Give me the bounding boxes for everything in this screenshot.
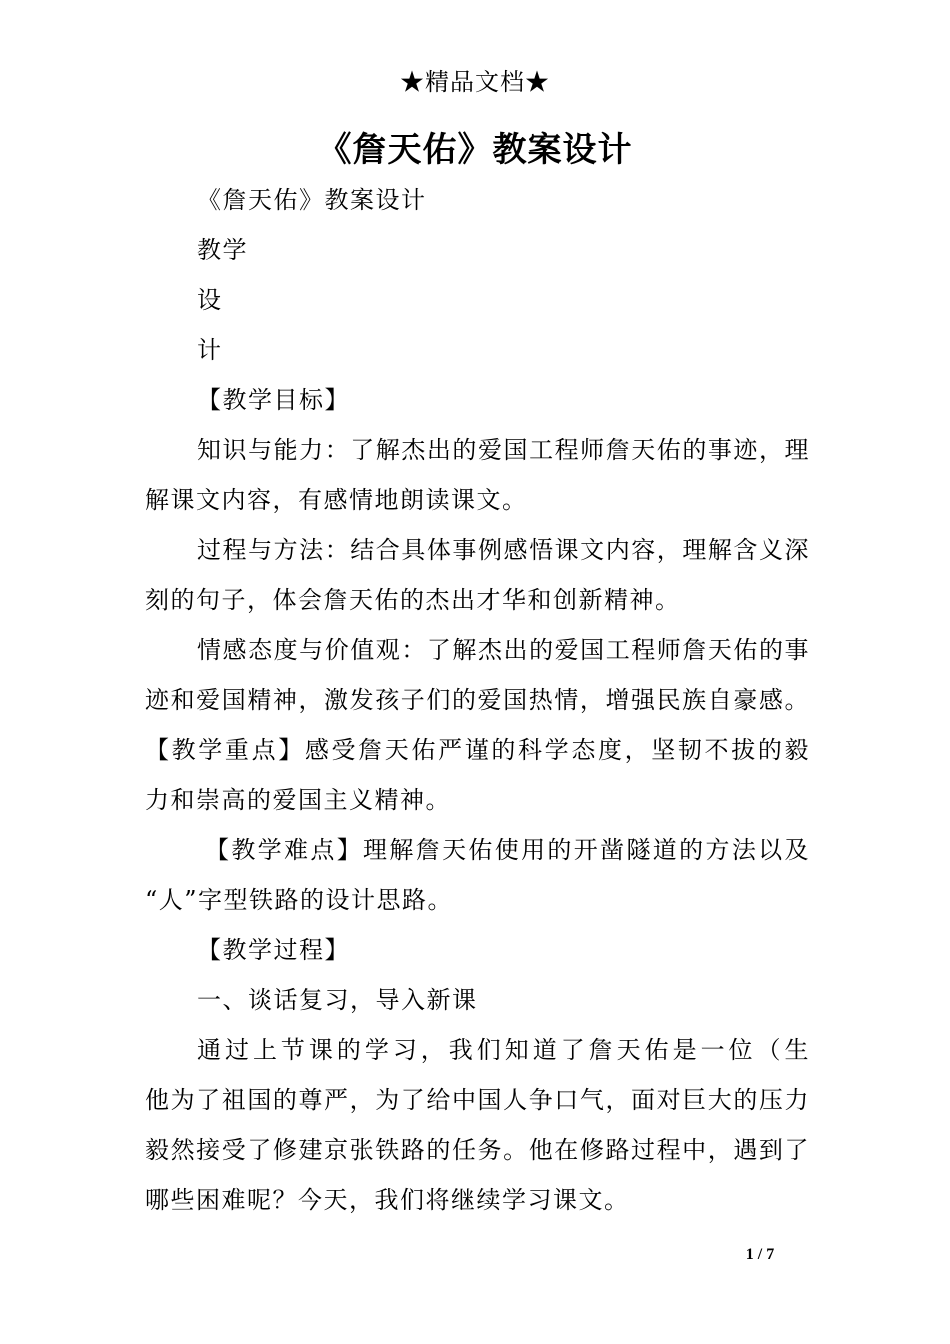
page-total: 7 [766, 1246, 775, 1263]
body-line: 迹和爱国精神，激发孩子们的爱国热情，增强民族自豪感。 [145, 686, 810, 714]
body-line: 教学 [197, 236, 248, 264]
subsection-heading: 一、谈话复习，导入新课 [197, 986, 478, 1014]
body-line: 知识与能力：了解杰出的爱国工程师詹天佑的事迹，理 [197, 436, 810, 464]
body-line: 设 [197, 286, 223, 314]
body-line: 【教学重点】感受詹天佑严谨的科学态度，坚韧不拔的毅 [145, 736, 810, 764]
page-header: ★精品文档★ [400, 68, 550, 96]
body-line: 通过上节课的学习，我们知道了詹天佑是一位（生 [197, 1036, 810, 1064]
body-line: 他为了祖国的尊严，为了给中国人争口气，面对巨大的压力 [145, 1086, 810, 1114]
body-line: 情感态度与价值观：了解杰出的爱国工程师詹天佑的事 [197, 636, 810, 664]
document-body [145, 175, 810, 1225]
body-line: “人”字型铁路的设计思路。 [145, 886, 454, 914]
page-separator: / [757, 1246, 763, 1263]
body-line: 【教学难点】理解詹天佑使用的开凿隧道的方法以及 [205, 836, 810, 864]
body-line: 过程与方法：结合具体事例感悟课文内容，理解含义深 [197, 536, 810, 564]
body-line: 计 [197, 336, 223, 364]
body-line: 哪些困难呢？今天，我们将继续学习课文。 [145, 1186, 630, 1214]
section-heading: 【教学目标】 [197, 386, 350, 414]
body-line: 刻的句子，体会詹天佑的杰出才华和创新精神。 [145, 586, 681, 614]
body-line: 力和崇高的爱国主义精神。 [145, 786, 451, 814]
page-number [720, 1246, 800, 1264]
document-title: 《詹天佑》教案设计 [317, 130, 633, 170]
body-line: 《詹天佑》教案设计 [197, 186, 427, 214]
body-line: 毅然接受了修建京张铁路的任务。他在修路过程中，遇到了 [145, 1136, 810, 1164]
page-current: 1 [745, 1246, 754, 1263]
body-line: 解课文内容，有感情地朗读课文。 [145, 486, 528, 514]
section-heading: 【教学过程】 [197, 936, 350, 964]
